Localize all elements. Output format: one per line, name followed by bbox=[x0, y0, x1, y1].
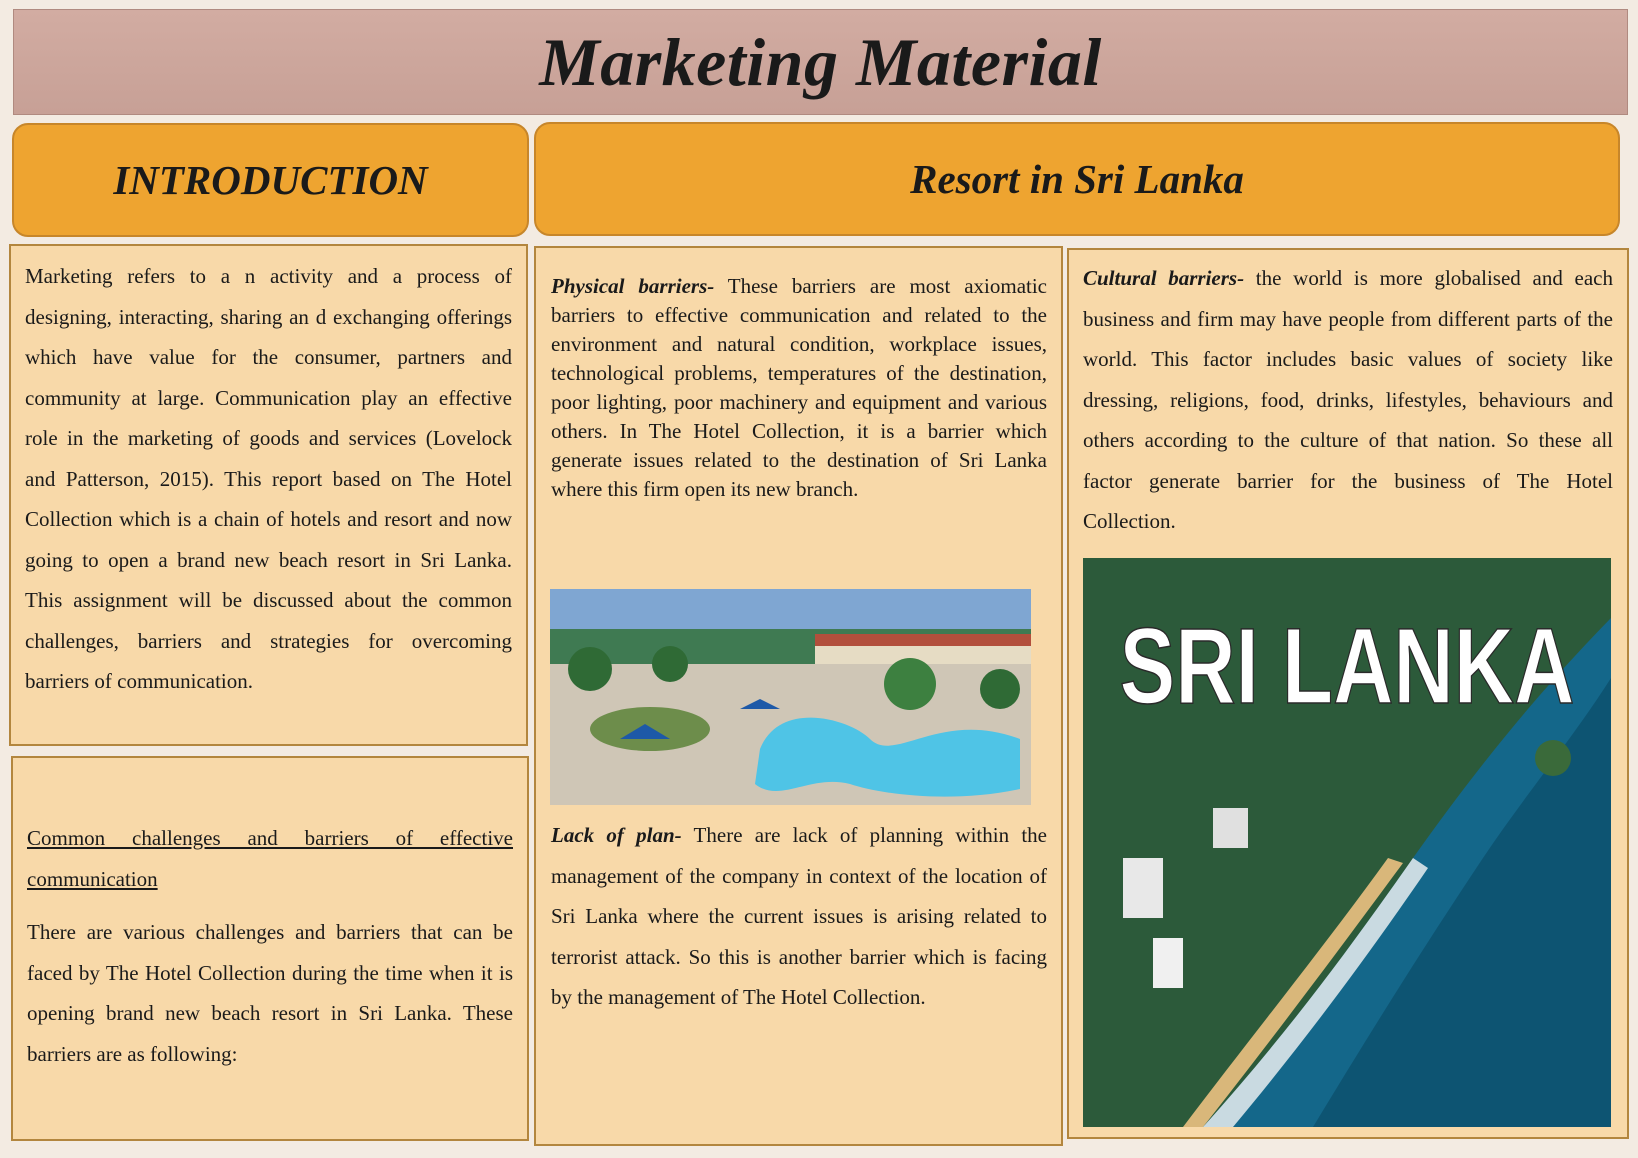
introduction-header bbox=[12, 123, 529, 237]
resort-pool-illustration bbox=[550, 589, 1031, 805]
physical-barriers-text: These barriers are most axiomatic barriers to effective communication and related to the environment and natural condition, workplace issues, technological problems, temperatures of the destination, poor lighting, poor machinery and equipment and various others. In The Hotel Collection, it is a barrier which generate issues related to the destination of Sri Lanka where this firm open its new branch. bbox=[551, 274, 1047, 501]
introduction-heading: INTRODUCTION bbox=[113, 157, 428, 203]
physical-barriers-paragraph bbox=[551, 272, 1047, 504]
page-title: Marketing Material bbox=[539, 23, 1102, 100]
resort-pool-photo bbox=[550, 589, 1031, 805]
title-banner bbox=[13, 9, 1628, 115]
introduction-panel bbox=[9, 244, 528, 746]
challenges-panel bbox=[11, 756, 529, 1141]
challenges-heading: Common challenges and barriers of effective communication bbox=[27, 826, 513, 891]
introduction-text: Marketing refers to a n activity and a process of designing, interacting, sharing an d exchanging offerings which have value for the consumer, partners and community at large. Communication play an effective role in the marketing of goods and services (Lovelock and Patterson, 2015). This report based on The Hotel Collection which is a chain of hotels and resort and now going to open a brand new beach resort in Sri Lanka. This assignment will be discussed about the common challenges, barriers and strategies for overcoming barriers of communication. bbox=[25, 264, 512, 693]
cultural-barriers-label: Cultural barriers- bbox=[1083, 266, 1245, 290]
cultural-barriers-paragraph bbox=[1083, 258, 1613, 542]
resort-heading: Resort in Sri Lanka bbox=[910, 156, 1244, 202]
sri-lanka-coast-photo bbox=[1083, 558, 1611, 1127]
lack-of-plan-label: Lack of plan- bbox=[551, 823, 682, 847]
sri-lanka-coast-illustration bbox=[1083, 558, 1611, 1127]
cultural-barriers-text: the world is more globalised and each business and firm may have people from different parts of the world. This factor includes basic values of society like dressing, religions, food, drinks, lifestyles, behaviours and others according to the culture of that nation. So these all factor generate barrier for the business of The Hotel Collection. bbox=[1083, 266, 1613, 533]
lack-of-plan-text: There are lack of planning within the management of the company in context of the location of Sri Lanka where the current issues is arising related to terrorist attack. So this is another barrier which is facing by the management of The Hotel Collection. bbox=[551, 823, 1047, 1009]
lack-of-plan-paragraph bbox=[551, 815, 1047, 1018]
challenges-text: There are various challenges and barriers that can be faced by The Hotel Collection during the time when it is opening brand new beach resort in Sri Lanka. These barriers are as following: bbox=[27, 920, 513, 1066]
resort-header bbox=[534, 122, 1620, 236]
physical-barriers-label: Physical barriers- bbox=[551, 274, 715, 298]
sri-lanka-caption: SRI LANKA bbox=[1119, 605, 1575, 726]
